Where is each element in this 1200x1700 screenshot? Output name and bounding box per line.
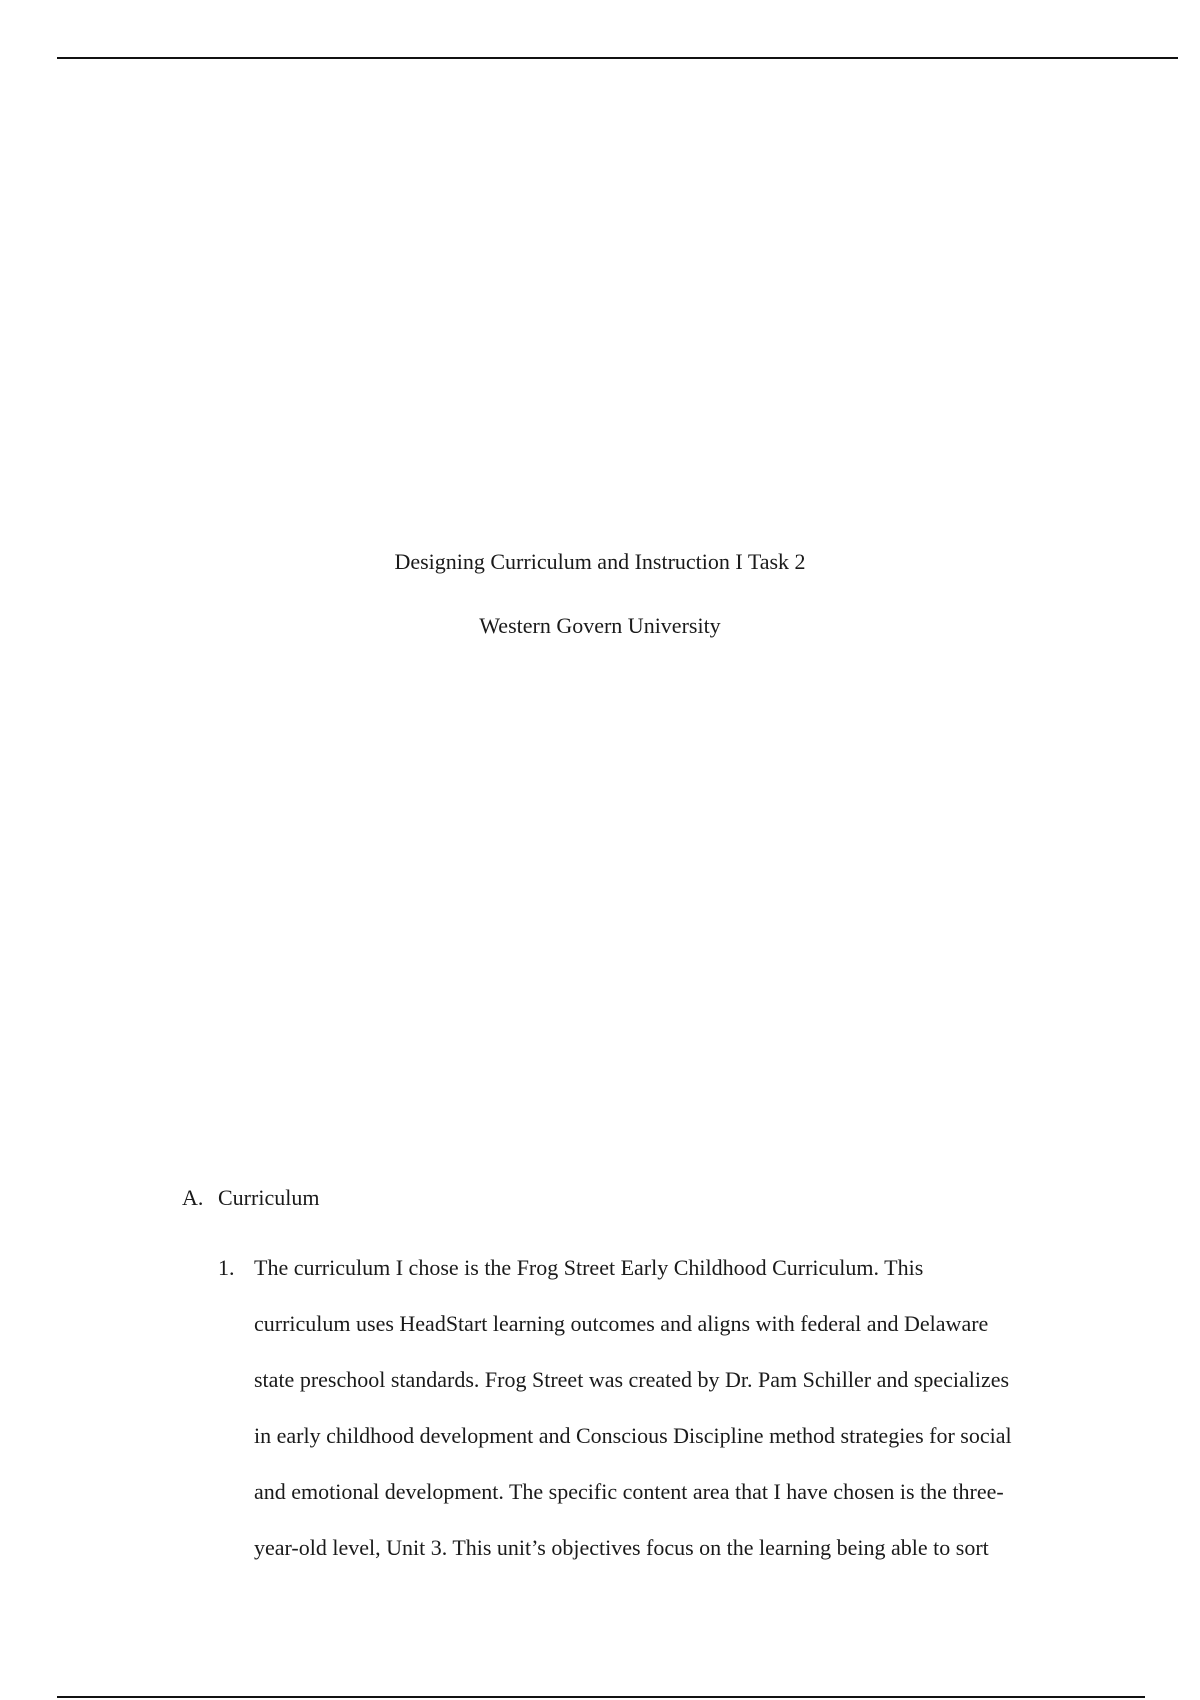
paragraph-line: curriculum uses HeadStart learning outcomes and aligns with federal and Delaware (254, 1311, 989, 1336)
paragraph-line: and emotional development. The specific content area that I have chosen is the three- (254, 1479, 1004, 1504)
header-rule (57, 57, 1178, 59)
paragraph-line: year-old level, Unit 3. This unit’s objectives focus on the learning being able to sort (254, 1535, 989, 1560)
section-marker: A. (182, 1185, 204, 1210)
document-title: Designing Curriculum and Instruction I Task 2 (394, 549, 806, 574)
footer-rule (57, 1696, 1145, 1698)
section-title: Curriculum (218, 1185, 320, 1210)
list-item-number: 1. (218, 1255, 235, 1280)
paragraph-line: state preschool standards. Frog Street was created by Dr. Pam Schiller and specializes (254, 1367, 1010, 1392)
paragraph-line: in early childhood development and Conscious Discipline method strategies for social (254, 1423, 1012, 1448)
paragraph (254, 1240, 1098, 1576)
section-heading (182, 1185, 319, 1211)
paragraph-line: The curriculum I chose is the Frog Street Early Childhood Curriculum. This (254, 1255, 924, 1280)
institution-name: Western Govern University (479, 613, 721, 638)
list-item (218, 1240, 1098, 1576)
